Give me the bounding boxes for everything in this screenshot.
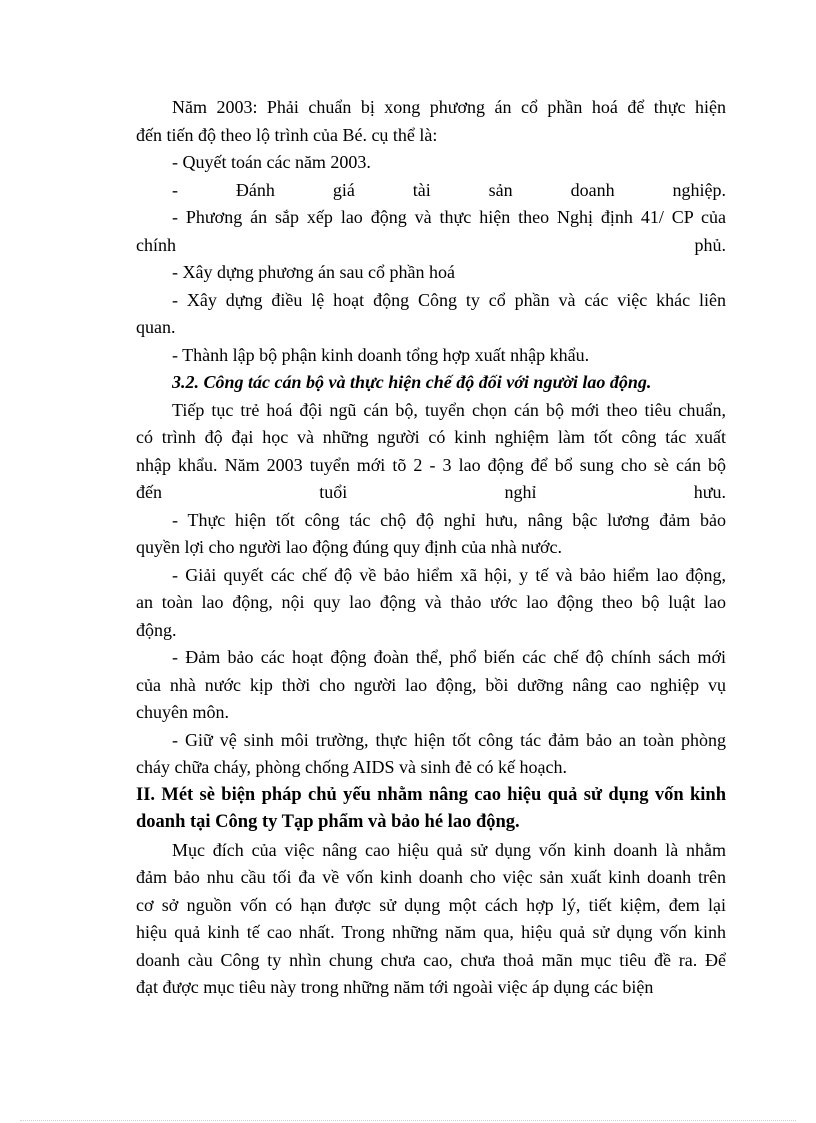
text-line: quan. — [136, 317, 176, 337]
text-line: - Xây dựng phương án sau cổ phần hoá — [172, 262, 455, 282]
text-line: đến tuổi nghỉ hưu. — [136, 482, 726, 502]
text-line: Mục đích của việc nâng cao hiệu quả sử dụng vốn kinh doanh là nhằm — [172, 839, 726, 860]
text-line: Tiếp tục trẻ hoá đội ngũ cán bộ, tuyển chọn cán bộ mới theo tiêu chuẩn, — [172, 399, 726, 420]
text-line: đạt được mục tiêu này trong những năm tới ngoài việc áp dụng các biện — [136, 977, 654, 997]
text-line: động. — [136, 619, 177, 640]
text-line: - Thực hiện tốt công tác chộ độ nghỉ hưu, nâng bậc lương đảm bảo — [172, 509, 726, 530]
text-line: đến tiến độ theo lộ trình của Bé. cụ thể là: — [136, 124, 438, 145]
text-line: quyền lợi cho người lao động đúng quy định của nhà nước. — [136, 537, 562, 557]
text-line: - Đảm bảo các hoạt động đoàn thể, phổ biến các chế độ chính sách mới — [172, 647, 726, 667]
text-line: - Giải quyết các chế độ về bảo hiểm xã hội, y tế và bảo hiểm lao động, — [172, 564, 726, 585]
text-line: chính phủ. — [136, 234, 726, 255]
text-line: - Phương án sắp xếp lao động và thực hiện theo Nghị định 41/ CP của — [172, 207, 726, 227]
text-line: doanh càu Công ty nhìn chung chưa cao, chưa thoả mãn mục tiêu đề ra. Để — [136, 949, 726, 970]
chapter-heading: doanh tại Công ty Tạp phẩm và bảo hé lao động. — [136, 812, 520, 832]
text-line: - Thành lập bộ phận kinh doanh tổng hợp xuất nhập khẩu. — [172, 344, 590, 365]
page-bottom-rule — [20, 1120, 796, 1121]
section-heading: 3.2. Công tác cán bộ và thực hiện chế độ đối với người lao động. — [172, 372, 652, 392]
text-line: đảm bảo nhu cầu tối đa về vốn kinh doanh cho việc sản xuất kinh doanh trên — [136, 867, 726, 887]
text-line: của nhà nước kịp thời cho người lao động, bồi dưỡng nâng cao nghiệp vụ — [136, 674, 726, 695]
text-line: - Giữ vệ sinh môi trường, thực hiện tốt công tác đảm bảo an toàn phòng — [172, 729, 726, 750]
text-line: cơ sở nguồn vốn có hạn được sử dụng một cách hợp lý, tiết kiệm, đem lại — [136, 894, 726, 915]
text-line: - Quyết toán các năm 2003. — [172, 152, 371, 172]
text-line: có trình độ đại học và những người có kinh nghiệm làm tốt công tác xuất — [136, 427, 726, 447]
text-line: - Đánh giá tài sản doanh nghiệp. — [172, 179, 726, 200]
document-page — [136, 94, 726, 1002]
text-line: cháy chữa cháy, phòng chống AIDS và sinh đẻ có kế hoạch. — [136, 757, 567, 777]
text-line: an toàn lao động, nội quy lao động và thảo ước lao động theo bộ luật lao — [136, 592, 726, 612]
text-line: Năm 2003: Phải chuẩn bị xong phương án cổ phần hoá để thực hiện — [172, 97, 726, 117]
chapter-heading: II. Mét sè biện pháp chủ yếu nhằm nâng cao hiệu quả sử dụng vốn kinh — [136, 784, 726, 805]
text-line: chuyên môn. — [136, 702, 229, 722]
text-line: - Xây dựng điều lệ hoạt động Công ty cổ phần và các việc khác liên — [172, 289, 726, 310]
text-line: hiệu quả kinh tế cao nhất. Trong những năm qua, hiệu quả sử dụng vốn kinh — [136, 922, 726, 942]
text-line: nhập khẩu. Năm 2003 tuyển mới tõ 2 - 3 lao động để bổ sung cho sè cán bộ — [136, 454, 726, 475]
